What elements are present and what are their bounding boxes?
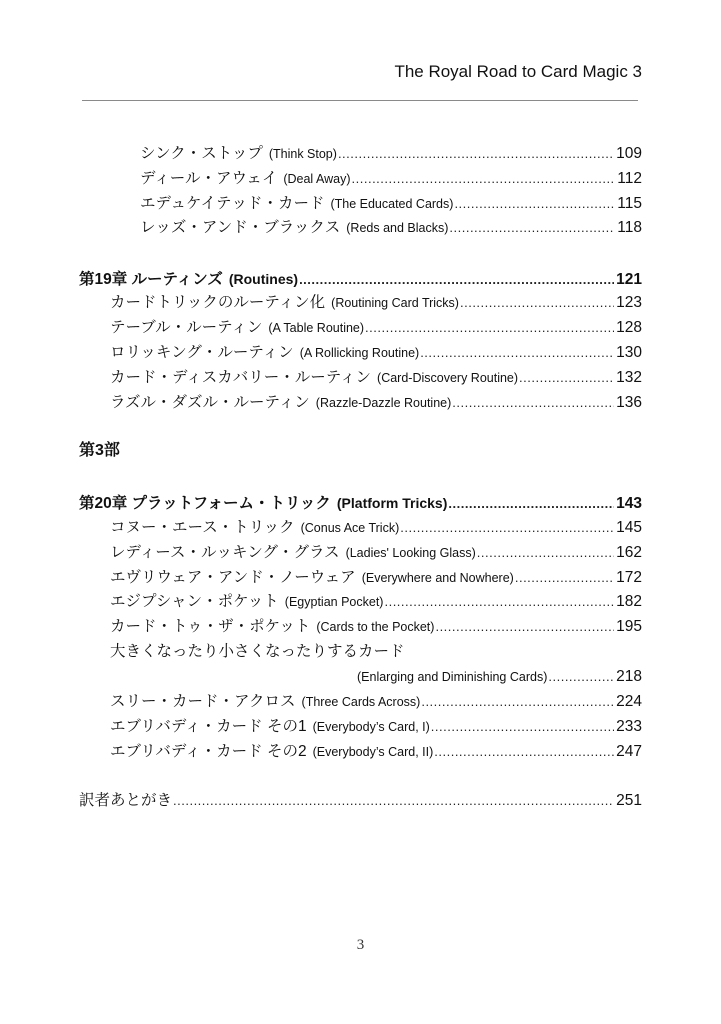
chapter-title: 第19章 ルーティンズ [79, 271, 223, 288]
toc-entry-razzle-dazzle-routine[interactable] [110, 391, 642, 415]
toc-entry-page: 233 [616, 718, 642, 735]
toc-entry-everybodys-card-1[interactable] [110, 715, 642, 739]
dot-leader [435, 615, 614, 639]
toc-entry-page: 195 [616, 618, 642, 635]
toc-entry-english-title: (Conus Ace Trick) [300, 521, 400, 535]
toc-entry-think-stop[interactable] [140, 142, 642, 166]
toc-entry-table-routine[interactable] [110, 316, 642, 340]
dot-leader [454, 192, 615, 216]
toc-entry-title: エヴリウェア・アンド・ノーウェア [110, 569, 356, 586]
dot-leader [365, 316, 614, 340]
chapter-title: 第20章 プラットフォーム・トリック [79, 495, 331, 512]
toc-entry-routining-card-tricks[interactable] [110, 291, 642, 315]
toc-entry-page: 130 [616, 344, 642, 361]
toc-entry-title: ロリッキング・ルーティン [110, 344, 294, 361]
toc-entry-english-title: (A Table Routine) [268, 321, 365, 335]
toc-entry-english-title: (Card-Discovery Routine) [377, 371, 519, 385]
toc-entry-card-discovery-routine[interactable] [110, 366, 642, 390]
toc-chapter-20[interactable] [79, 491, 642, 515]
toc-entry-rollicking-routine[interactable] [110, 341, 642, 365]
toc-entry-english-title: (Egyptian Pocket) [284, 595, 384, 609]
toc-entry-egyptian-pocket[interactable] [110, 590, 642, 614]
dot-leader [173, 789, 614, 813]
toc-entry-page: 247 [616, 743, 642, 760]
dot-leader [548, 665, 614, 689]
toc-entry-title: エジプシャン・ポケット [110, 593, 279, 610]
toc-entry-title: エブリバディ・カード その1 [110, 718, 307, 735]
toc-entry-title: シンク・ストップ [140, 145, 263, 162]
toc-entry-english-title: (Reds and Blacks) [346, 221, 449, 235]
dot-leader [519, 366, 614, 390]
toc-entry-english-title: (Routining Card Tricks) [331, 296, 459, 310]
page-number: 3 [356, 937, 365, 953]
toc-entry-reds-and-blacks[interactable] [140, 216, 642, 240]
toc-entry-english-title: (A Rollicking Routine) [299, 346, 420, 360]
dot-leader [477, 541, 614, 565]
chapter-english-title: (Routines) [228, 271, 299, 287]
toc-entry-title: カードトリックのルーティン化 [110, 294, 326, 311]
toc-entry-page: 118 [617, 219, 642, 236]
toc-entry-page: 136 [616, 394, 642, 411]
toc-entry-page: 132 [616, 369, 642, 386]
toc-chapter-19[interactable] [79, 267, 642, 291]
dot-leader [449, 216, 615, 240]
toc-entry-title: カード・トゥ・ザ・ポケット [110, 618, 311, 635]
dot-leader [515, 566, 614, 590]
toc-entry-title: エブリバディ・カード その2 [110, 743, 307, 760]
toc-entry-english-title: (Everybody’s Card, II) [312, 745, 434, 759]
dot-leader [400, 516, 614, 540]
toc-entry-translator-afterword[interactable] [79, 789, 642, 813]
toc-entry-page: 145 [616, 519, 642, 536]
toc-entry-page: 224 [616, 693, 642, 710]
toc-entry-everybodys-card-2[interactable] [110, 740, 642, 764]
dot-leader [384, 590, 614, 614]
dot-leader [434, 740, 614, 764]
toc-entry-title: スリー・カード・アクロス [110, 693, 296, 710]
dot-leader [352, 167, 616, 191]
header-divider [82, 100, 638, 101]
toc-entry-title: ディール・アウェイ [140, 170, 278, 187]
toc-entry-enlarging-diminishing[interactable] [357, 665, 642, 689]
dot-leader [338, 142, 614, 166]
toc-entry-ladies-looking-glass[interactable] [110, 541, 642, 565]
toc-entry-title: レッズ・アンド・ブラックス [140, 219, 341, 236]
toc-entry-english-title: (Ladies' Looking Glass) [345, 546, 476, 560]
toc-entry-page: 218 [616, 668, 642, 685]
toc-entry-title: エデュケイテッド・カード [140, 195, 325, 212]
toc-entry-english-title: (Deal Away) [283, 172, 351, 186]
part-3-heading[interactable]: 第3部 [79, 442, 120, 459]
dot-leader [452, 391, 614, 415]
toc-entry-title: ラズル・ダズル・ルーティン [110, 394, 310, 411]
toc-entry-english-title: (Enlarging and Diminishing Cards) [357, 670, 548, 684]
toc-entry-page: 109 [616, 145, 642, 162]
toc-entry-cards-to-the-pocket[interactable] [110, 615, 642, 639]
toc-entry-page: 112 [617, 170, 642, 187]
toc-entry-page: 251 [616, 792, 642, 809]
toc-entry-title: レディース・ルッキング・グラス [110, 544, 340, 561]
dot-leader [421, 690, 614, 714]
toc-entry-english-title: (Cards to the Pocket) [316, 620, 435, 634]
chapter-page: 121 [616, 271, 642, 288]
chapter-english-title: (Platform Tricks) [336, 495, 448, 511]
toc-entry-enlarging-diminishing-title[interactable]: 大きくなったり小さくなったりするカード [110, 643, 405, 660]
toc-entry-english-title: (The Educated Cards) [330, 197, 454, 211]
toc-entry-page: 123 [616, 294, 642, 311]
toc-entry-conus-ace-trick[interactable] [110, 516, 642, 540]
toc-entry-english-title: (Think Stop) [268, 147, 337, 161]
toc-entry-english-title: (Everywhere and Nowhere) [361, 571, 514, 585]
toc-entry-page: 182 [616, 593, 642, 610]
toc-entry-english-title: (Razzle-Dazzle Routine) [315, 396, 452, 410]
dot-leader [299, 268, 614, 292]
toc-entry-title: 訳者あとがき [79, 792, 173, 809]
toc-entry-english-title: (Three Cards Across) [301, 695, 421, 709]
dot-leader [420, 341, 614, 365]
toc-entry-everywhere-and-nowhere[interactable] [110, 566, 642, 590]
running-header: The Royal Road to Card Magic 3 [394, 62, 642, 81]
dot-leader [448, 492, 614, 516]
toc-entry-english-title: (Everybody’s Card, I) [312, 720, 430, 734]
toc-entry-page: 162 [616, 544, 642, 561]
toc-entry-page: 172 [616, 569, 642, 586]
toc-entry-title: コヌー・エース・トリック [110, 519, 295, 536]
dot-leader [431, 715, 614, 739]
toc-entry-page: 128 [616, 319, 642, 336]
chapter-page: 143 [616, 495, 642, 512]
toc-entry-page: 115 [617, 195, 642, 212]
toc-entry-deal-away[interactable] [140, 167, 642, 191]
toc-entry-educated-cards[interactable] [140, 192, 642, 216]
dot-leader [460, 291, 614, 315]
toc-entry-title: テーブル・ルーティン [110, 319, 263, 336]
toc-entry-title: カード・ディスカバリー・ルーティン [110, 369, 372, 386]
toc-entry-three-cards-across[interactable] [110, 690, 642, 714]
